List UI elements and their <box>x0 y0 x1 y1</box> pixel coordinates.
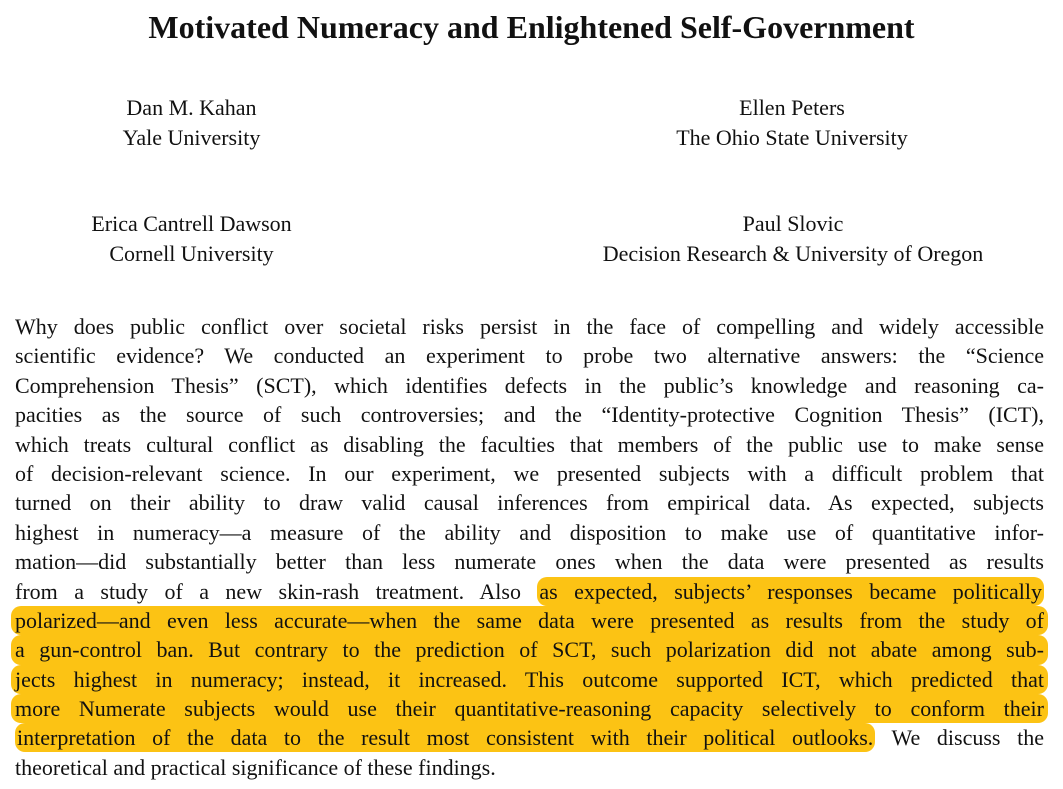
author-name: Paul Slovic <box>742 211 844 236</box>
abstract-text: from a study of a new skin-rash treatment. Also <box>15 578 538 604</box>
abstract <box>15 312 1044 782</box>
author-name: Dan M. Kahan <box>126 95 257 120</box>
abstract-line: of decision-relevant science. In our experiment, we presented subjects with a difficult problem that <box>15 460 1044 486</box>
author-block-1 <box>0 93 383 153</box>
author-block-3 <box>0 209 383 269</box>
author-affiliation: Decision Research & University of Oregon <box>602 241 984 266</box>
author-name: Erica Cantrell Dawson <box>91 211 292 236</box>
abstract-line <box>15 723 1044 752</box>
author-affiliation: Yale University <box>122 125 261 150</box>
abstract-line: pacities as the source of such controversies; and the “Identity-protective Cognition Thesis” (ICT), <box>15 402 1044 428</box>
abstract-line: which treats cultural conflict as disabling the faculties that members of the public use to make sense <box>15 431 1044 457</box>
abstract-line: scientific evidence? We conducted an experiment to probe two alternative answers: the “Science <box>15 343 1044 369</box>
abstract-line-highlighted <box>15 665 1044 694</box>
abstract-line: turned on their ability to draw valid causal inferences from empirical data. As expected, subjects <box>15 490 1044 516</box>
abstract-line <box>15 577 1044 606</box>
highlighted-text: a gun-control ban. But contrary to the prediction of SCT, such polarization did not abate among sub- <box>11 635 1048 664</box>
abstract-line: highest in numeracy—a measure of the ability and disposition to make use of quantitative infor- <box>15 519 1044 545</box>
abstract-line: theoretical and practical significance of these findings. <box>15 754 496 780</box>
author-block-2 <box>512 93 1063 153</box>
author-affiliation: The Ohio State University <box>676 125 908 150</box>
author-affiliation: Cornell University <box>109 241 274 266</box>
highlighted-text: interpretation of the data to the result most consistent with their political outlooks. <box>17 725 874 751</box>
highlighted-text: jects highest in numeracy; instead, it increased. This outcome supported ICT, which predicted that <box>11 665 1048 694</box>
paper-title: Motivated Numeracy and Enlightened Self-Government <box>148 9 915 45</box>
abstract-line: Comprehension Thesis” (SCT), which identifies defects in the public’s knowledge and reasoning ca- <box>15 372 1044 398</box>
highlighted-text: more Numerate subjects would use their quantitative-reasoning capacity selectively to conform their <box>11 694 1048 723</box>
author-name: Ellen Peters <box>739 95 845 120</box>
highlighted-text: polarized—and even less accurate—when the same data were presented as results from the study of <box>11 606 1048 635</box>
highlighted-text: as expected, subjects’ responses became politically <box>539 578 1042 604</box>
abstract-line: mation—did substantially better than less numerate ones when the data were presented as results <box>15 549 1044 575</box>
abstract-line-highlighted <box>15 606 1044 635</box>
abstract-line: Why does public conflict over societal risks persist in the face of compelling and widely accessible <box>15 314 1044 339</box>
abstract-line-highlighted <box>15 694 1044 723</box>
abstract-text: We discuss the <box>875 725 1044 751</box>
abstract-line-highlighted <box>15 635 1044 664</box>
author-block-4 <box>513 209 1063 269</box>
